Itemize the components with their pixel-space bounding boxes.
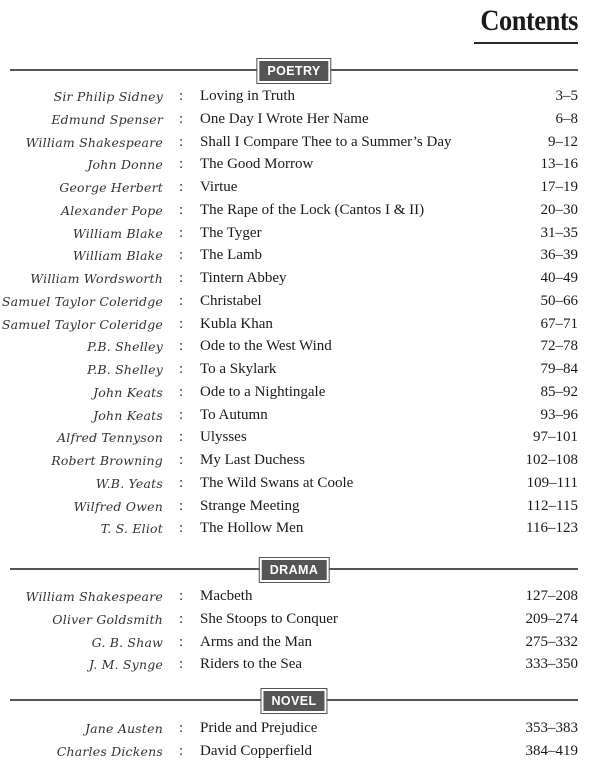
entry-author: William Shakespeare [25, 134, 163, 150]
toc-entry[interactable] [0, 179, 600, 202]
entry-pages: 72–78 [540, 338, 578, 355]
toc-entry[interactable] [0, 475, 600, 498]
entry-pages: 275–332 [525, 633, 578, 650]
toc-entry[interactable] [0, 498, 600, 521]
entry-separator: : [179, 338, 184, 355]
entry-author: George Herbert [59, 180, 163, 195]
entry-separator: : [179, 383, 184, 400]
entry-title: Tintern Abbey [200, 270, 287, 286]
entry-author: W.B. Yeats [95, 475, 163, 491]
entry-pages: 333–350 [525, 656, 578, 673]
entry-separator: : [179, 656, 184, 673]
entry-author: T. S. Eliot [100, 521, 163, 537]
entry-title: The Tyger [200, 224, 262, 241]
entry-pages: 384–419 [525, 742, 578, 759]
entry-title: My Last Duchess [200, 452, 305, 468]
entry-pages: 85–92 [540, 383, 578, 400]
entry-title: One Day I Wrote Her Name [200, 110, 369, 127]
entry-title: To a Skylark [200, 361, 277, 377]
toc-entry[interactable] [0, 88, 600, 111]
toc-entry[interactable] [0, 720, 600, 743]
toc-entry[interactable] [0, 247, 600, 270]
entry-author: Sir Philip Sidney [53, 89, 163, 104]
entry-separator: : [179, 361, 184, 377]
toc-entry[interactable] [0, 202, 600, 225]
entry-author: Samuel Taylor Coleridge [1, 293, 163, 309]
entry-pages: 36–39 [540, 247, 578, 264]
entry-separator: : [179, 633, 184, 650]
entry-separator: : [179, 520, 184, 537]
toc-entry[interactable] [0, 134, 600, 157]
entry-separator: : [179, 315, 184, 332]
toc-entry[interactable] [0, 452, 600, 475]
entry-author: Robert Browning [51, 453, 163, 468]
entry-pages: 79–84 [540, 361, 578, 377]
toc-entry[interactable] [0, 611, 600, 634]
entry-author: P.B. Shelley [87, 362, 163, 377]
entry-separator: : [179, 110, 184, 127]
toc-entry[interactable] [0, 156, 600, 179]
entry-separator: : [179, 247, 184, 264]
entry-separator: : [179, 610, 184, 627]
entry-separator: : [179, 156, 184, 173]
toc-entry[interactable] [0, 361, 600, 384]
entry-title: She Stoops to Conquer [200, 610, 338, 627]
entry-title: David Copperfield [200, 742, 313, 759]
entry-pages: 353–383 [525, 720, 578, 736]
entry-separator: : [179, 406, 184, 423]
entry-separator: : [179, 133, 184, 150]
entry-pages: 6–8 [555, 110, 578, 127]
page-title: Contents [480, 4, 578, 37]
entry-title: The Wild Swans at Coole [200, 474, 354, 491]
toc-entry[interactable] [0, 225, 600, 248]
entry-title: The Lamb [200, 247, 263, 264]
entry-title: Riders to the Sea [200, 656, 303, 673]
entry-title: The Good Morrow [200, 156, 314, 173]
entry-separator: : [179, 720, 184, 736]
entry-separator: : [179, 588, 184, 604]
entry-author: John Donne [87, 157, 163, 173]
toc-entry[interactable] [0, 588, 600, 611]
entry-title: Loving in Truth [200, 88, 296, 104]
entry-author: J. M. Synge [88, 657, 163, 673]
entry-pages: 127–208 [525, 588, 578, 604]
entry-pages: 112–115 [526, 497, 578, 514]
entry-separator: : [179, 429, 184, 446]
entry-author: William Shakespeare [25, 589, 163, 604]
entry-pages: 93–96 [540, 406, 578, 423]
entry-title: Ulysses [200, 429, 247, 446]
entry-separator: : [179, 179, 184, 195]
section-label: DRAMA [260, 558, 329, 582]
entry-author: Alfred Tennyson [57, 430, 163, 446]
entry-title: Ode to the West Wind [200, 338, 332, 355]
entry-pages: 50–66 [540, 292, 578, 309]
entry-pages: 31–35 [540, 224, 578, 241]
toc-entry[interactable] [0, 656, 600, 679]
toc-entry[interactable] [0, 520, 600, 543]
entry-title: Shall I Compare Thee to a Summer’s Day [200, 133, 452, 150]
entry-pages: 13–16 [540, 156, 578, 173]
entry-author: John Keats [93, 407, 163, 423]
section-label: POETRY [257, 59, 330, 83]
toc-entry[interactable] [0, 111, 600, 134]
section-label: NOVEL [261, 689, 326, 713]
entry-separator: : [179, 474, 184, 491]
entry-title: Strange Meeting [200, 497, 300, 514]
toc-entry[interactable] [0, 429, 600, 452]
entry-pages: 209–274 [525, 610, 578, 627]
entry-pages: 97–101 [533, 429, 578, 446]
toc-entry[interactable] [0, 338, 600, 361]
entry-title: The Hollow Men [200, 520, 304, 537]
entry-title: Virtue [200, 179, 238, 195]
toc-entry[interactable] [0, 743, 600, 766]
entry-pages: 102–108 [525, 452, 578, 468]
entry-author: William Wordsworth [30, 271, 163, 286]
entry-author: Wilfred Owen [73, 498, 163, 514]
entry-author: Charles Dickens [56, 743, 163, 759]
entry-pages: 20–30 [540, 201, 578, 218]
entry-pages: 67–71 [540, 315, 578, 332]
entry-separator: : [179, 452, 184, 468]
entry-title: Macbeth [200, 588, 253, 604]
entry-title: Pride and Prejudice [200, 720, 318, 736]
entry-title: Kubla Khan [200, 315, 273, 332]
section-heading [10, 59, 578, 79]
title-underline [474, 42, 578, 44]
entry-title: Ode to a Nightingale [200, 383, 326, 400]
entry-pages: 3–5 [555, 88, 578, 104]
entry-author: Jane Austen [84, 721, 163, 736]
toc-entry[interactable] [0, 634, 600, 657]
entry-title: Christabel [200, 292, 262, 309]
entry-author: Alexander Pope [61, 202, 163, 218]
entry-separator: : [179, 201, 184, 218]
entry-author: John Keats [93, 384, 163, 400]
entry-separator: : [179, 270, 184, 286]
entry-author: Samuel Taylor Coleridge [1, 316, 163, 332]
entry-author: G. B. Shaw [91, 634, 163, 650]
entry-title: The Rape of the Lock (Cantos I & II) [200, 201, 425, 218]
entry-pages: 9–12 [548, 133, 578, 150]
entry-title: To Autumn [200, 406, 268, 423]
entry-separator: : [179, 292, 184, 309]
entry-author: William Blake [72, 225, 163, 241]
toc-entry[interactable] [0, 316, 600, 339]
entry-pages: 109–111 [526, 474, 578, 491]
entry-separator: : [179, 224, 184, 241]
toc-entry[interactable] [0, 293, 600, 316]
entry-author: William Blake [72, 248, 163, 264]
toc-entry[interactable] [0, 270, 600, 293]
entry-pages: 40–49 [540, 270, 578, 286]
entry-author: P.B. Shelley [87, 339, 163, 355]
entry-title: Arms and the Man [200, 633, 313, 650]
entry-separator: : [179, 497, 184, 514]
entry-author: Edmund Spenser [51, 111, 163, 127]
entry-separator: : [179, 88, 184, 104]
toc-entry[interactable] [0, 384, 600, 407]
section-heading [10, 689, 578, 709]
entry-pages: 17–19 [540, 179, 578, 195]
entry-separator: : [179, 742, 184, 759]
entry-pages: 116–123 [526, 520, 578, 537]
toc-entry[interactable] [0, 407, 600, 430]
entry-author: Oliver Goldsmith [52, 611, 163, 627]
section-heading [10, 558, 578, 578]
